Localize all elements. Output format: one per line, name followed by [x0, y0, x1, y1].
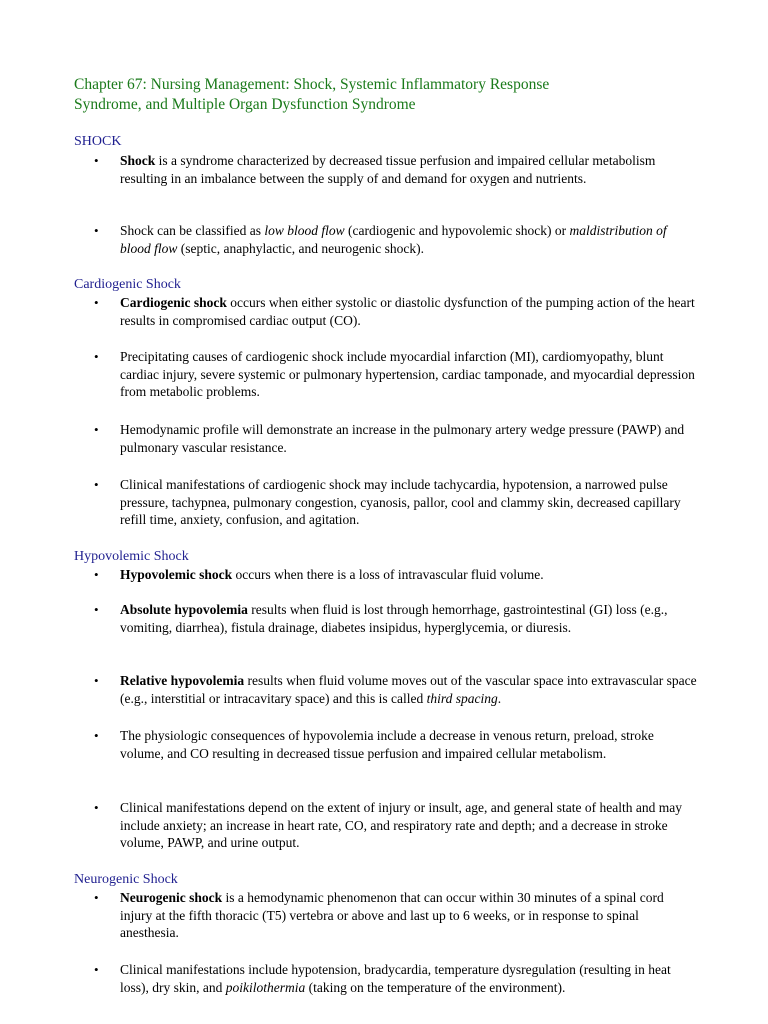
- item-text: Clinical manifestations include hypotension, bradycardia, temperature dysregulation (resulting in heat loss), dry skin, and: [120, 962, 671, 995]
- italic-term: third spacing: [426, 690, 498, 706]
- item-text: Clinical manifestations of cardiogenic shock may include tachycardia, hypotension, a narrowed pulse pressure, tachypnea, pulmonary congestion, cyanosis, pallor, cool and clammy skin, decreased capillary refill time, anxiety, confusion, and agitation.: [120, 477, 681, 527]
- item-text: results when fluid volume moves out of the vascular space into extravascular space (e.g., interstitial or intracavitary space) and this is called: [120, 673, 697, 706]
- italic-term: poikilothermia: [225, 979, 306, 995]
- list-item: [94, 566, 698, 584]
- item-text: Clinical manifestations depend on the extent of injury or insult, age, and general state of health and may include anxiety; an increase in heart rate, CO, and respiratory rate and depth; and a decrease in stroke volume, PAWP, and urine output.: [120, 800, 682, 850]
- item-text: .: [497, 690, 502, 706]
- item-text: (cardiogenic and hypovolemic shock) or: [344, 223, 570, 238]
- item-text: (septic, anaphylactic, and neurogenic shock).: [177, 240, 425, 256]
- list-item: [94, 222, 698, 257]
- title-line-2: Syndrome, and Multiple Organ Dysfunction Syndrome: [74, 96, 416, 113]
- section-heading-cardiogenic: Cardiogenic Shock: [74, 277, 181, 292]
- item-text: occurs when either systolic or diastolic dysfunction of the pumping action of the heart results in compromised cardiac output (CO).: [120, 295, 695, 328]
- item-text: Shock can be classified as: [120, 223, 265, 238]
- term: Neurogenic shock: [120, 890, 223, 905]
- bullet-icon: •: [94, 223, 99, 238]
- bullet-icon: •: [94, 890, 99, 905]
- list-item: [94, 601, 698, 636]
- bullet-icon: •: [94, 349, 99, 364]
- term: Shock: [120, 153, 156, 168]
- italic-term: maldistribution of blood flow: [120, 223, 667, 256]
- bullet-icon: •: [94, 962, 99, 977]
- list-item: [94, 294, 698, 329]
- item-text: (taking on the temperature of the environment).: [305, 979, 566, 995]
- bullet-icon: •: [94, 295, 99, 310]
- bullet-icon: •: [94, 567, 99, 582]
- item-text: results when fluid is lost through hemorrhage, gastrointestinal (GI) loss (e.g., vomiting, diarrhea), fistula drainage, diabetes insipidus, hyperglycemia, or diuresis.: [120, 602, 668, 635]
- list-item: [94, 889, 698, 942]
- section-heading-neurogenic: Neurogenic Shock: [74, 872, 178, 887]
- bullet-icon: •: [94, 477, 99, 492]
- title-line-1: Chapter 67: Nursing Management: Shock, Systemic Inflammatory Response: [74, 76, 550, 93]
- list-item: [94, 348, 698, 401]
- item-text: Hemodynamic profile will demonstrate an increase in the pulmonary artery wedge pressure (PAWP) and pulmonary vascular resistance.: [120, 422, 685, 455]
- bullet-icon: •: [94, 153, 99, 168]
- item-text: is a hemodynamic phenomenon that can occur within 30 minutes of a spinal cord injury at the fifth thoracic (T5) vertebra or above and last up to 6 weeks, or in response to spinal anesthesia.: [120, 890, 664, 940]
- item-text: occurs when there is a loss of intravascular fluid volume.: [232, 567, 544, 582]
- list-item: [94, 152, 698, 187]
- item-text: is a syndrome characterized by decreased tissue perfusion and impaired cellular metabolism resulting in an imbalance between the supply of and demand for oxygen and nutrients.: [120, 153, 656, 186]
- term: Relative hypovolemia: [120, 673, 245, 688]
- term: Cardiogenic shock: [120, 295, 227, 310]
- list-item: [94, 421, 698, 456]
- item-text: Precipitating causes of cardiogenic shock include myocardial infarction (MI), cardiomyopathy, blunt cardiac injury, severe systemic or pulmonary hypertension, cardiac tamponade, and myocardial depression from metabolic problems.: [120, 349, 695, 399]
- page-title: [74, 75, 674, 115]
- term: Absolute hypovolemia: [120, 602, 248, 617]
- bullet-icon: •: [94, 673, 99, 688]
- term: Hypovolemic shock: [120, 567, 233, 582]
- list-item: [94, 672, 698, 707]
- section-heading-hypovolemic: Hypovolemic Shock: [74, 549, 189, 564]
- bullet-icon: •: [94, 728, 99, 743]
- list-item: [94, 476, 698, 529]
- section-heading-shock: SHOCK: [74, 134, 122, 149]
- italic-term: low blood flow: [264, 223, 345, 238]
- bullet-icon: •: [94, 800, 99, 815]
- list-item: [94, 727, 698, 762]
- item-text: The physiologic consequences of hypovolemia include a decrease in venous return, preload, stroke volume, and CO resulting in decreased tissue perfusion and impaired cellular metabolism.: [120, 728, 654, 761]
- list-item: [94, 961, 698, 996]
- bullet-icon: •: [94, 422, 99, 437]
- bullet-icon: •: [94, 602, 99, 617]
- list-item: [94, 799, 698, 852]
